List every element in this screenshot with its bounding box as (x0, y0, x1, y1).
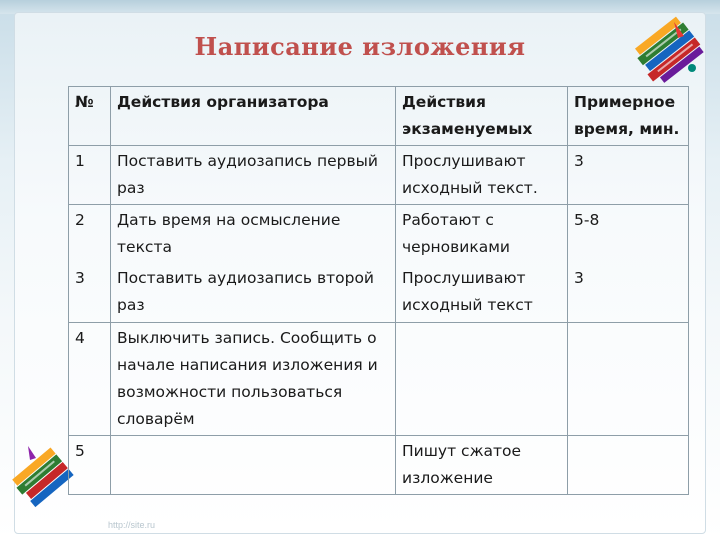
row-organizer: Поставить аудиозапись первый раз (111, 146, 396, 205)
row-number: 5 (69, 435, 111, 494)
row-examinees: Прослушивают исходный текст (396, 263, 568, 322)
row-organizer: Поставить аудиозапись второй раз (111, 263, 396, 322)
table-row (69, 435, 689, 494)
row-organizer: Дать время на осмысление текста (111, 205, 396, 264)
row-organizer: Выключить запись. Сообщить о начале написания изложения и возможности пользоваться словарём (111, 322, 396, 435)
row-number: 2 (69, 205, 111, 264)
header-time: Примерное время, мин. (568, 87, 689, 146)
row-number: 1 (69, 146, 111, 205)
row-time (568, 322, 689, 435)
footer-url: http://site.ru (108, 520, 156, 530)
header-examinees: Действия экзаменуемых (396, 87, 568, 146)
header-number: № (69, 87, 111, 146)
header-organizer: Действия организатора (111, 87, 396, 146)
action-table (68, 86, 689, 495)
table-header-row (69, 87, 689, 146)
row-number: 4 (69, 322, 111, 435)
row-examinees: Работают с черновиками (396, 205, 568, 264)
page-title: Написание изложения (194, 32, 526, 61)
row-time: 5-8 (568, 205, 689, 264)
table-row (69, 205, 689, 264)
table-row (69, 322, 689, 435)
row-examinees (396, 322, 568, 435)
row-number: 3 (69, 263, 111, 322)
row-examinees: Пишут сжатое изложение (396, 435, 568, 494)
row-time (568, 435, 689, 494)
row-time: 3 (568, 146, 689, 205)
table-row (69, 146, 689, 205)
books-decoration-bottom-icon (8, 440, 74, 510)
row-time: 3 (568, 263, 689, 322)
table-row (69, 263, 689, 322)
row-organizer (111, 435, 396, 494)
row-examinees: Прослушивают исходный текст. (396, 146, 568, 205)
